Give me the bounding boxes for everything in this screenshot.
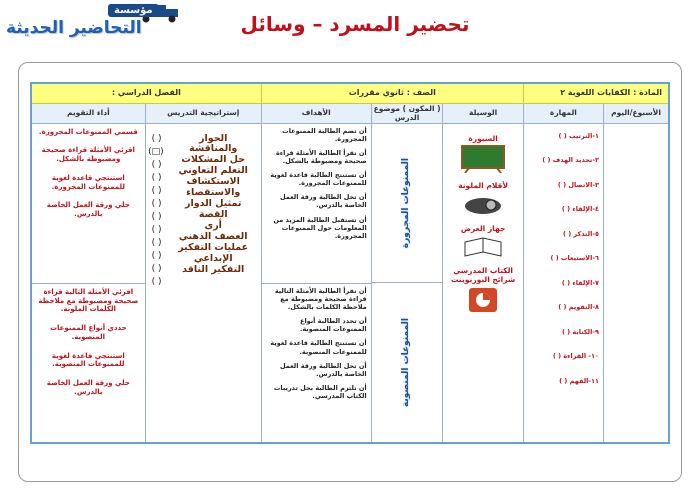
strategy-checkbox[interactable]: (□) — [148, 146, 164, 157]
skill-item: ٧-الإلقاء ( ) — [561, 278, 600, 287]
strategy-cell — [145, 123, 261, 443]
topic-cell — [371, 123, 443, 443]
strategy-item: الاستكشاف — [186, 176, 240, 188]
goal-item: أن تستنتج الطالبة قاعدة لغوية للممنوعات المنصوبة. — [270, 339, 367, 356]
body-row — [31, 123, 669, 443]
skill-item: ٣-الاتصال ( ) — [557, 180, 600, 189]
skill-item: ٨-التقويم ( ) — [558, 303, 600, 311]
goal-item: أن تقرأ الطالبة الأمثلة التالية قراءة صحيحة ومضبوطة مع ملاحظة الكلمات بالشكل. — [274, 286, 367, 311]
aids-cell — [443, 123, 523, 443]
logo-text: التحاضير الحديثة — [6, 18, 142, 38]
skill-item: ١٠- القراءة ( ) — [552, 352, 600, 360]
goal-item: أن تلتزم الطالبة بحل تدريبات الكتاب المدرسي. — [273, 383, 367, 400]
strategy-checkbox[interactable]: ( ) — [151, 198, 162, 209]
strategy-item: عمليات التفكير — [178, 241, 249, 253]
assessment-item: استنتجي قاعدة لغوية للممنوعات المجرورة. — [51, 173, 125, 191]
goal-item: أن تستنتج الطالبة قاعدة لغوية للممنوعات المجرورة. — [270, 171, 367, 188]
assessment-top — [32, 124, 145, 283]
column-header-row — [31, 103, 669, 123]
topic-label: الممنوعات المنصوبة — [401, 318, 412, 408]
strategy-item: أرى — [204, 219, 222, 231]
week-cell — [604, 123, 669, 443]
aid-label: جهاز العرض — [460, 224, 506, 234]
strategy-checkbox[interactable]: ( ) — [151, 224, 162, 235]
strategy-item: والاستقصاء — [186, 187, 241, 199]
strategy-checkbox[interactable]: ( ) — [151, 185, 162, 196]
strategy-checkbox[interactable]: ( ) — [151, 237, 162, 248]
aid-label: السبورة — [468, 133, 498, 143]
strategy-item: حل المشكلات — [181, 154, 246, 166]
goal-item: أن تضم الطالبة الممنوعات المجرورة. — [282, 126, 367, 143]
col-skill: المهارة — [523, 103, 603, 123]
semester-cell — [31, 83, 261, 103]
strategy-checkbox[interactable]: ( ) — [151, 211, 162, 222]
blackboard-icon — [461, 145, 505, 173]
skill-item: ٢-تحديد الهدف ( ) — [542, 156, 600, 164]
grade-label: الصف : ثانوي مقررات — [348, 88, 436, 98]
strategy-checkbox[interactable]: ( ) — [151, 172, 162, 183]
goals-cell — [261, 123, 371, 443]
assessment-item: اقرئي الأمثلة قراءة صحيحة ومضبوطة بالشكل. — [41, 146, 135, 163]
strategy-item: الإبداعي — [193, 252, 233, 264]
col-topic: ( المكون ) موضوع الدرس — [371, 103, 443, 123]
topic-label: الممنوعات المجرورة — [401, 157, 412, 248]
strategy-item: تمثيل الدوار — [185, 198, 242, 210]
goals-top — [262, 124, 371, 283]
strategy-list — [170, 134, 257, 290]
goal-item: أن تستقبل الطالبة المزيد من المعلومات حول الممنوعات المجرورة. — [273, 215, 367, 240]
skill-item: ١-الترتيب ( ) — [558, 131, 600, 140]
assessment-item: حلي ورقة العمل الخاصة بالدرس. — [46, 201, 130, 218]
skill-item: ٦-الاستيعاب ( ) — [550, 254, 600, 262]
subject-label: المادة : الكفايات اللغوية ٢ — [560, 88, 662, 98]
semester-label: الفصل الدراسي : — [111, 88, 181, 98]
assessment-item: قسمي الممنوعات المجرورة. — [38, 127, 138, 136]
col-strategy: إستراتيجية التدريس — [145, 103, 261, 123]
strategy-item: القصة — [198, 208, 228, 220]
header-row — [31, 83, 669, 103]
goal-item: أن تحدد الطالبة أنواع الممنوعات المنصوبة. — [299, 317, 367, 334]
lesson-plan-table — [30, 82, 670, 444]
strategy-checkbox[interactable]: ( ) — [151, 159, 162, 170]
subject-cell — [523, 83, 669, 103]
aid-label: الكتاب المدرسي — [453, 265, 514, 275]
goals-bottom — [262, 283, 371, 442]
col-assessment: أداء التقويم — [31, 103, 145, 123]
assessment-bottom — [32, 283, 145, 442]
strategy-item: العصف الذهني — [178, 230, 248, 242]
grade-cell — [261, 83, 523, 103]
page-title: تحضير المسرد – وسائل — [240, 12, 470, 36]
skill-item: ٥-التذكر ( ) — [562, 229, 600, 238]
strategy-marks — [150, 134, 164, 290]
assessment-item: استنتجي قاعدة لغوية للممنوعات المنصوبة. — [51, 351, 125, 369]
goal-item: أن تحل الطالبة ورقة العمل الخاصة بالدرس. — [279, 361, 367, 378]
skill-item: ١١-الفهم ( ) — [559, 376, 600, 385]
strategy-item: التفكير الناقد — [182, 263, 245, 275]
projector-icon — [463, 192, 503, 216]
logo-badge: مؤسسة — [108, 4, 159, 17]
strategy-checkbox[interactable]: ( ) — [151, 263, 162, 274]
skill-item: ٩-الكتابة ( ) — [561, 327, 600, 336]
col-week: الأسبوع/اليوم — [604, 103, 669, 123]
goal-item: أن تقرأ الطالبة الأمثلة قراءة صحيحة ومضبوطة بالشكل. — [275, 148, 367, 165]
skill-item: ٤-الإلقاء ( ) — [561, 205, 600, 213]
powerpoint-icon — [467, 286, 499, 314]
strategy-item: الحوار — [199, 132, 228, 144]
strategy-checkbox[interactable]: ( ) — [151, 276, 162, 287]
strategy-item: التعلم التعاوني — [178, 165, 248, 177]
goal-item: أن تحل الطالبة ورقة العمل الخاصة بالدرس. — [279, 193, 367, 210]
strategy-checkbox[interactable]: ( ) — [151, 250, 162, 261]
strategy-checkbox[interactable]: ( ) — [151, 133, 162, 144]
skill-list — [524, 124, 603, 402]
strategy-item: والمناقشة — [189, 143, 238, 155]
skills-cell — [523, 123, 603, 443]
aid-label: شرائح البوربوينت — [450, 275, 516, 284]
assessment-item: حلي ورقة العمل الخاصة بالدرس. — [46, 379, 130, 396]
assessment-cell — [31, 123, 145, 443]
topic-bottom — [372, 282, 443, 442]
aid-label: لأقلام الملونة — [458, 180, 509, 190]
publisher-logo — [4, 2, 184, 44]
topic-top — [372, 124, 443, 283]
assessment-item: اقرئي الأمثلة التالية قراءة صحيحة ومضبوطة مع ملاحظة الكلمات الملونة. — [38, 287, 139, 314]
col-aid: الوسيلة — [443, 103, 523, 123]
col-goals: الأهداف — [261, 103, 371, 123]
textbook-icon — [463, 236, 503, 258]
assessment-item: حددي أنواع الممنوعات المنصوبة. — [49, 324, 127, 341]
